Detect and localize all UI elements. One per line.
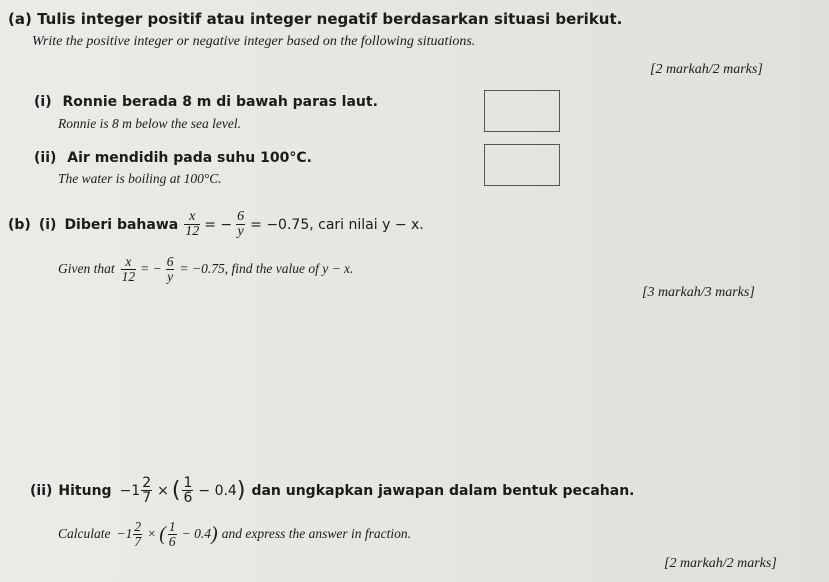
fraction-6-over-y <box>236 210 245 239</box>
question-a-i-label: (i) <box>34 94 52 110</box>
mixed-number-whole: −1 <box>116 526 133 541</box>
answer-box-a-ii[interactable] <box>484 144 560 186</box>
question-b-i-marks: [3 markah/3 marks] <box>642 285 755 300</box>
inner-minus-value: − 0.4 <box>198 482 237 499</box>
close-parenthesis: ) <box>236 478 246 503</box>
question-a-english: Write the positive integer or negative integer based on the following situations. <box>32 34 476 49</box>
fraction-numerator: 6 <box>237 209 245 224</box>
question-b-i-malay-pre: Diberi bahawa <box>64 216 179 233</box>
question-a-i-english: Ronnie is 8 m below the sea level. <box>58 116 241 131</box>
multiply-sign: × <box>157 482 169 499</box>
open-parenthesis: ( <box>171 478 181 503</box>
fraction-denominator: y <box>167 268 174 284</box>
question-b-ii-label: (ii) <box>30 482 53 499</box>
equals-value: = −0.75 <box>179 261 225 276</box>
mixed-number-fraction <box>141 476 152 505</box>
mixed-number-fraction <box>133 520 142 548</box>
open-parenthesis: ( <box>159 522 166 545</box>
bleed-through-text <box>748 372 752 387</box>
question-b-i-label: (i) <box>38 216 57 233</box>
equals-minus: = − <box>204 216 233 233</box>
question-b-label: (b) <box>8 216 31 233</box>
question-b-i-english-pre: Given that <box>58 261 115 276</box>
fraction-numerator: x <box>121 255 137 270</box>
fraction-denominator: y <box>237 224 244 239</box>
question-b-i-english <box>58 255 353 283</box>
inner-fraction <box>182 476 193 505</box>
multiply-sign: × <box>147 526 157 541</box>
inner-minus-value: − 0.4 <box>181 526 212 541</box>
question-b-ii-malay-pre: Hitung <box>58 482 112 499</box>
fraction-numerator: x <box>184 210 200 225</box>
fraction-denominator: 7 <box>142 490 152 506</box>
fraction-denominator: 6 <box>168 533 176 549</box>
fraction-x-over-12 <box>184 210 200 239</box>
question-b-ii-marks: [2 markah/2 marks] <box>664 556 777 571</box>
fraction-numerator: 2 <box>142 475 152 491</box>
fraction-x-over-12 <box>121 255 137 283</box>
equals-value: = −0.75 <box>250 216 310 233</box>
close-parenthesis: ) <box>211 522 218 545</box>
fraction-6-over-y <box>166 255 175 283</box>
question-a-marks: [2 markah/2 marks] <box>650 62 763 77</box>
answer-box-a-i[interactable] <box>484 90 560 132</box>
question-b-i-english-post: , find the value of y − x. <box>224 261 354 276</box>
question-a-i-malay <box>34 94 378 110</box>
question-a-ii-english: The water is boiling at 100°C. <box>58 171 222 186</box>
fraction-numerator: 1 <box>183 475 193 491</box>
fraction-denominator: 12 <box>121 268 136 284</box>
fraction-numerator: 2 <box>134 519 142 534</box>
question-b-i-malay <box>8 210 424 239</box>
question-a-malay <box>8 10 622 28</box>
question-a-ii-label: (ii) <box>34 150 57 166</box>
question-b-i-malay-post: , cari nilai y − x. <box>309 216 424 233</box>
question-a-label: (a) <box>8 10 32 28</box>
question-b-ii-malay-post: dan ungkapkan jawapan dalam bentuk pecahan. <box>251 482 635 499</box>
fraction-denominator: 12 <box>185 224 200 239</box>
question-a-ii-malay <box>34 150 312 166</box>
mixed-number-whole: −1 <box>119 482 141 499</box>
question-a-malay-text: Tulis integer positif atau integer negatif berdasarkan situasi berikut. <box>37 10 623 28</box>
question-b-ii-english-post: and express the answer in fraction. <box>221 526 411 541</box>
question-b-ii-english-pre: Calculate <box>58 526 111 541</box>
equals-minus: = − <box>140 261 162 276</box>
question-b-ii-malay <box>30 476 634 505</box>
inner-fraction <box>168 520 177 548</box>
fraction-denominator: 6 <box>183 490 193 506</box>
question-a-i-malay-text: Ronnie berada 8 m di bawah paras laut. <box>62 94 378 110</box>
fraction-numerator: 6 <box>166 254 174 269</box>
question-b-ii-english <box>58 520 411 548</box>
question-a-ii-malay-text: Air mendidih pada suhu 100°C. <box>67 150 312 166</box>
fraction-denominator: 7 <box>134 533 142 549</box>
fraction-numerator: 1 <box>168 519 176 534</box>
